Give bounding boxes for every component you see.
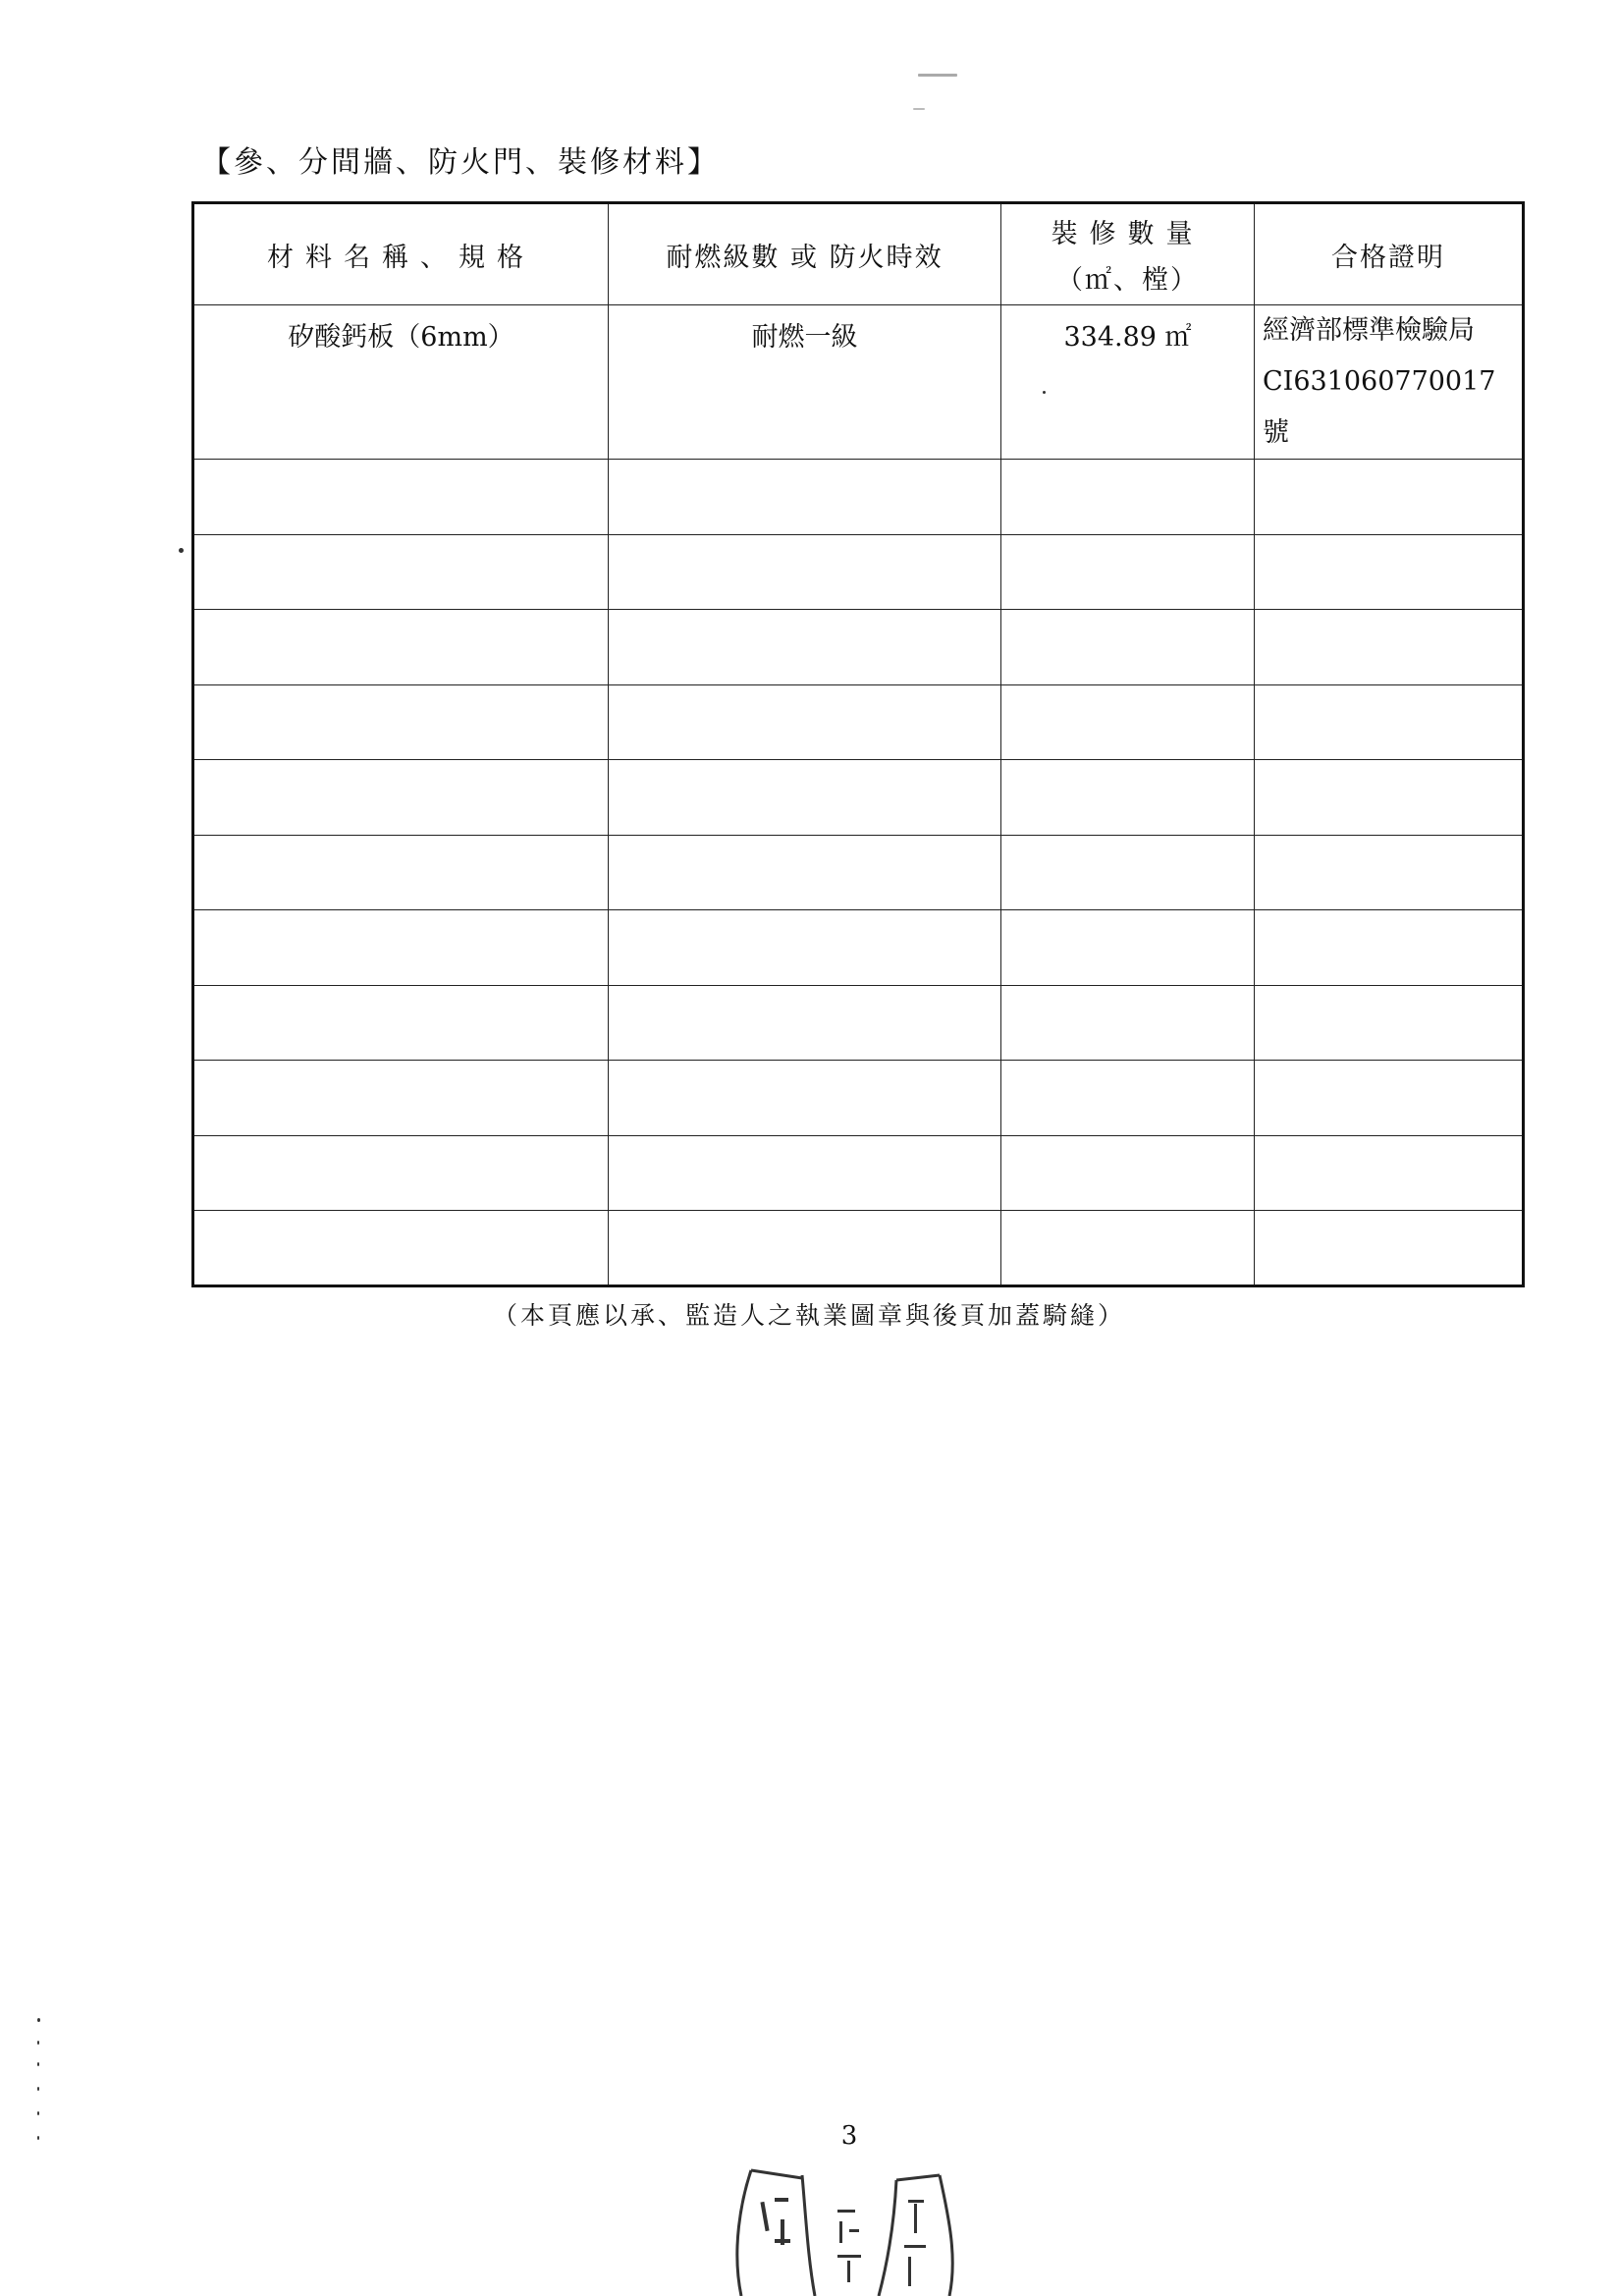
table-row-empty: [193, 610, 1524, 685]
table-row-empty: [193, 1061, 1524, 1136]
table-row-empty: [193, 534, 1524, 610]
table-row-empty: [193, 835, 1524, 910]
scan-speck: [37, 2111, 39, 2115]
certificate-authority: 經濟部標準檢驗局: [1263, 315, 1475, 346]
table-row-empty: [193, 1211, 1524, 1286]
cell-quantity: 334.89 ㎡: [1001, 305, 1255, 460]
cell-certificate: [1255, 305, 1524, 460]
seal-note: （本頁應以承、監造人之執業圖章與後頁加蓋騎縫）: [492, 1301, 1125, 1330]
table-row-empty: [193, 460, 1524, 535]
scan-speck: [1043, 391, 1046, 394]
seal-stamp: [722, 2160, 967, 2296]
header-material-name: 材料名稱、規格: [193, 203, 609, 305]
scan-speck: [918, 74, 957, 77]
scan-speck: [179, 548, 184, 553]
scan-speck: [913, 108, 925, 110]
header-quantity: [1001, 203, 1255, 305]
table-row-empty: [193, 1135, 1524, 1211]
header-certificate: 合格證明: [1255, 203, 1524, 305]
scan-speck: [37, 2018, 40, 2022]
page-number: 3: [840, 2121, 858, 2151]
header-quantity-label: 裝修數量: [1051, 219, 1205, 249]
cell-material-name: 矽酸鈣板（6mm）: [193, 305, 609, 460]
header-fire-rating: 耐燃級數 或 防火時效: [609, 203, 1001, 305]
scan-speck: [37, 2087, 39, 2091]
header-quantity-unit: （㎡、樘）: [1056, 265, 1199, 296]
section-title: 【參、分間牆、防火門、裝修材料】: [201, 145, 720, 180]
materials-table: [191, 201, 1525, 1287]
certificate-number: CI631060770017 號: [1263, 366, 1496, 448]
table-row-empty: [193, 760, 1524, 836]
table-row-empty: [193, 684, 1524, 760]
scan-speck: [37, 2041, 39, 2045]
table-row-empty: [193, 985, 1524, 1061]
table-row-empty: [193, 910, 1524, 986]
cell-fire-rating: 耐燃一級: [609, 305, 1001, 460]
scan-speck: [37, 2136, 39, 2140]
table-row: [193, 305, 1524, 460]
table-header-row: [193, 203, 1524, 305]
scan-speck: [37, 2062, 39, 2066]
